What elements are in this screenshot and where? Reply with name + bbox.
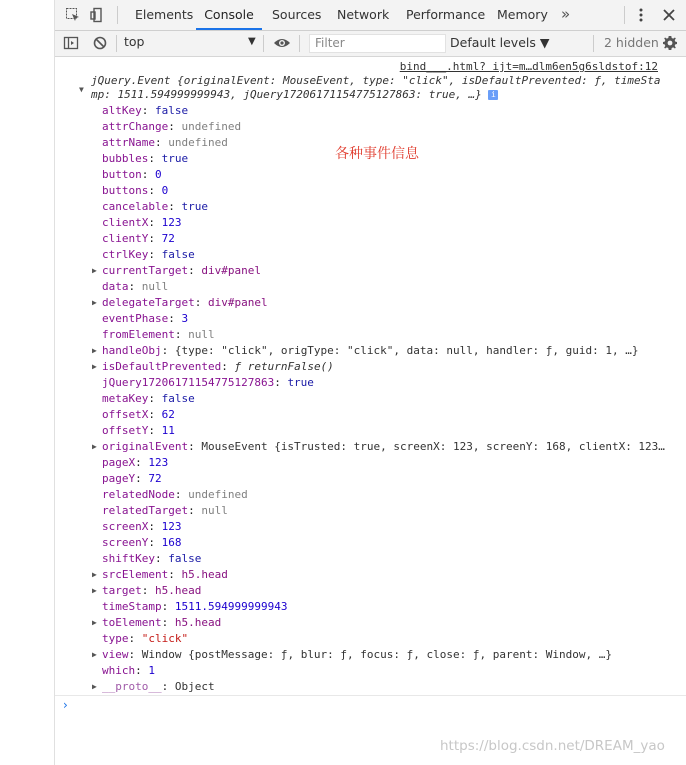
property-key: which <box>102 664 136 677</box>
property-colon: : <box>154 552 169 565</box>
property-value: undefined <box>181 120 242 133</box>
summary-line-2: mp: 1511.594999999943, jQuery17206171154775127863: true, …} <box>91 88 482 101</box>
property-key: clientY <box>102 232 149 245</box>
property-colon: : <box>128 648 142 661</box>
log-levels-dropdown[interactable]: Default levels ▼ <box>450 35 550 50</box>
annotation-label: 各种事件信息 <box>335 146 419 162</box>
expand-triangle-icon[interactable]: ▶ <box>92 570 97 579</box>
tab-network[interactable]: Network <box>337 7 390 22</box>
property-row[interactable] <box>92 647 612 663</box>
property-colon: : <box>188 440 202 453</box>
expand-triangle-icon[interactable]: ▼ <box>79 85 84 94</box>
property-colon: : <box>161 616 175 629</box>
property-value: 123 <box>148 456 169 469</box>
property-row <box>102 279 168 295</box>
property-key: offsetY <box>102 424 149 437</box>
summary-line-1: jQuery.Event {originalEvent: MouseEvent, type: "click", isDefaultPrevented: ƒ, timeSta <box>91 74 661 87</box>
context-dropdown-icon[interactable]: ▼ <box>248 36 256 47</box>
property-colon: : <box>161 344 175 357</box>
property-row <box>102 519 181 535</box>
property-row[interactable] <box>92 359 334 375</box>
more-options-icon[interactable] <box>633 7 649 23</box>
property-key: relatedNode <box>102 488 175 501</box>
context-selector[interactable]: top <box>124 34 145 49</box>
property-value: false <box>168 552 202 565</box>
tab-console[interactable]: Console <box>196 0 262 30</box>
property-key: shiftKey <box>102 552 155 565</box>
property-colon: : <box>141 104 155 117</box>
toolbar-divider <box>593 35 594 52</box>
expand-triangle-icon[interactable]: ▶ <box>92 650 97 659</box>
property-row[interactable] <box>92 295 268 311</box>
property-row <box>102 391 195 407</box>
property-key: delegateTarget <box>102 296 195 309</box>
expand-triangle-icon[interactable]: ▶ <box>92 586 97 595</box>
show-sidebar-icon[interactable] <box>62 34 80 52</box>
property-row <box>102 231 175 247</box>
expand-triangle-icon[interactable]: ▶ <box>92 442 97 451</box>
property-value: h5.head <box>155 584 202 597</box>
hidden-count: 2 hidden <box>604 35 659 50</box>
property-key: pageY <box>102 472 136 485</box>
property-key: eventPhase <box>102 312 169 325</box>
property-colon: : <box>168 312 182 325</box>
property-key: __proto__ <box>102 680 162 693</box>
property-colon: : <box>188 504 202 517</box>
property-colon: : <box>221 360 235 373</box>
property-colon: : <box>174 328 189 341</box>
info-icon[interactable]: i <box>488 90 498 100</box>
property-colon: : <box>135 472 149 485</box>
property-key: button <box>102 168 142 181</box>
property-row <box>102 455 168 471</box>
toolbar-divider <box>117 6 118 24</box>
property-key: timeStamp <box>102 600 162 613</box>
gear-icon[interactable] <box>661 34 679 52</box>
event-object-summary[interactable] <box>91 74 661 102</box>
source-link[interactable]: bind___.html? ijt=m…dlm6en5g6sldstof:12 <box>399 60 658 73</box>
property-value: null <box>201 504 228 517</box>
property-value: undefined <box>168 136 228 149</box>
property-row[interactable] <box>92 439 665 455</box>
property-value: Window {postMessage: ƒ, blur: ƒ, focus: ƒ, close: ƒ, parent: Window, …} <box>141 648 612 661</box>
property-value: 62 <box>161 408 175 421</box>
property-value: 72 <box>148 472 162 485</box>
property-value: h5.head <box>174 616 222 629</box>
device-toolbar-icon[interactable] <box>88 6 106 24</box>
property-value: 168 <box>161 536 182 549</box>
property-row <box>102 327 215 343</box>
property-colon: : <box>148 392 162 405</box>
property-value: true <box>287 376 314 389</box>
property-value: MouseEvent {isTrusted: true, screenX: 123, screenY: 168, clientX: 123… <box>201 440 665 453</box>
property-row <box>102 663 155 679</box>
console-toolbar <box>55 31 686 57</box>
property-colon: : <box>141 168 155 181</box>
toolbar-divider <box>116 35 117 52</box>
property-key: jQuery17206171154775127863 <box>102 376 275 389</box>
property-colon: : <box>135 664 149 677</box>
property-value: div#panel <box>207 296 268 309</box>
property-row <box>102 487 248 503</box>
property-row <box>102 375 314 391</box>
property-colon: : <box>194 296 208 309</box>
property-key: data <box>102 280 129 293</box>
property-colon: : <box>148 216 162 229</box>
filter-input[interactable]: Filter <box>309 34 446 53</box>
property-value: 72 <box>161 232 175 245</box>
property-key: clientX <box>102 216 149 229</box>
property-key: cancelable <box>102 200 169 213</box>
property-colon: : <box>148 232 162 245</box>
property-value: 1 <box>148 664 155 677</box>
property-key: target <box>102 584 142 597</box>
property-row[interactable] <box>92 583 202 599</box>
property-value: false <box>155 104 189 117</box>
property-row <box>102 407 175 423</box>
property-colon: : <box>148 536 162 549</box>
property-value: 123 <box>161 520 182 533</box>
property-value: false <box>161 392 195 405</box>
property-key: bubbles <box>102 152 149 165</box>
property-key: currentTarget <box>102 264 189 277</box>
property-value: 3 <box>181 312 189 325</box>
property-value: 1511.594999999943 <box>174 600 288 613</box>
property-row <box>102 551 201 567</box>
property-row[interactable] <box>92 679 215 695</box>
property-row <box>102 471 162 487</box>
tab-memory[interactable]: Memory <box>497 7 548 22</box>
property-value: undefined <box>188 488 248 501</box>
property-key: altKey <box>102 104 142 117</box>
property-row <box>102 103 188 119</box>
property-value: h5.head <box>181 568 228 581</box>
property-row <box>102 423 175 439</box>
property-row[interactable] <box>92 615 222 631</box>
expand-triangle-icon[interactable]: ▶ <box>92 618 97 627</box>
property-row <box>102 183 168 199</box>
property-key: toElement <box>102 616 162 629</box>
close-icon[interactable] <box>661 7 677 23</box>
property-value: {type: "click", origType: "click", data: null, handler: ƒ, guid: 1, …} <box>174 344 639 357</box>
property-colon: : <box>128 632 142 645</box>
property-colon: : <box>161 680 175 693</box>
property-colon: : <box>168 120 182 133</box>
property-value: false <box>161 248 195 261</box>
property-value: 11 <box>161 424 175 437</box>
property-row <box>102 199 208 215</box>
watermark: https://blog.csdn.net/DREAM_yao <box>440 738 665 754</box>
property-key: isDefaultPrevented <box>102 360 222 373</box>
expand-triangle-icon[interactable]: ▶ <box>92 362 97 371</box>
property-colon: : <box>148 184 162 197</box>
tab-sources[interactable]: Sources <box>272 7 322 22</box>
property-colon: : <box>168 568 182 581</box>
property-row <box>102 311 188 327</box>
property-colon: : <box>174 488 189 501</box>
property-key: originalEvent <box>102 440 189 453</box>
expand-triangle-icon[interactable]: ▶ <box>92 266 97 275</box>
expand-triangle-icon[interactable]: ▶ <box>92 298 97 307</box>
toolbar-divider <box>624 6 625 24</box>
devtools-panel <box>55 0 686 765</box>
tab-performance[interactable]: Performance <box>406 7 486 22</box>
property-row <box>102 151 188 167</box>
property-colon: : <box>135 456 149 469</box>
property-key: offsetX <box>102 408 149 421</box>
property-key: relatedTarget <box>102 504 189 517</box>
expand-triangle-icon[interactable]: ▶ <box>92 346 97 355</box>
property-key: ctrlKey <box>102 248 149 261</box>
property-key: type <box>102 632 129 645</box>
property-row[interactable] <box>92 343 639 359</box>
property-colon: : <box>148 424 162 437</box>
property-row <box>102 247 195 263</box>
eye-icon[interactable] <box>273 34 291 52</box>
property-row <box>102 215 181 231</box>
property-value: Object <box>174 680 215 693</box>
more-tabs-button[interactable]: » <box>561 5 571 23</box>
property-colon: : <box>161 600 175 613</box>
property-value: 123 <box>161 216 182 229</box>
property-value: null <box>141 280 169 293</box>
property-value: true <box>161 152 189 165</box>
property-colon: : <box>141 584 155 597</box>
left-page-gutter <box>0 0 55 765</box>
toolbar-divider <box>299 35 300 52</box>
property-value: 0 <box>155 168 162 181</box>
property-colon: : <box>148 248 162 261</box>
property-row[interactable] <box>92 567 228 583</box>
property-key: metaKey <box>102 392 149 405</box>
property-colon: : <box>148 520 162 533</box>
property-key: pageX <box>102 456 136 469</box>
property-row <box>102 599 287 615</box>
property-key: handleObj <box>102 344 162 357</box>
property-row <box>102 503 228 519</box>
property-row <box>102 631 188 647</box>
property-value: null <box>188 328 215 341</box>
property-row <box>102 167 162 183</box>
expand-triangle-icon[interactable]: ▶ <box>92 682 97 691</box>
property-key: view <box>102 648 129 661</box>
property-row[interactable] <box>92 263 261 279</box>
property-value: div#panel <box>201 264 261 277</box>
property-value: "click" <box>141 632 189 645</box>
tab-elements[interactable]: Elements <box>135 7 194 22</box>
property-key: screenX <box>102 520 149 533</box>
property-row <box>102 135 228 151</box>
property-value: ƒ returnFalse() <box>234 360 334 373</box>
clear-console-icon[interactable] <box>91 34 109 52</box>
property-row <box>102 535 181 551</box>
property-colon: : <box>154 136 169 149</box>
property-colon: : <box>148 408 162 421</box>
property-key: attrName <box>102 136 155 149</box>
property-colon: : <box>148 152 162 165</box>
property-value: true <box>181 200 208 213</box>
property-colon: : <box>168 200 182 213</box>
property-key: screenY <box>102 536 149 549</box>
property-value: 0 <box>161 184 169 197</box>
property-key: srcElement <box>102 568 169 581</box>
property-key: fromElement <box>102 328 175 341</box>
property-row <box>102 119 241 135</box>
property-key: attrChange <box>102 120 169 133</box>
property-key: buttons <box>102 184 149 197</box>
property-colon: : <box>274 376 288 389</box>
inspect-element-icon[interactable] <box>64 6 82 24</box>
toolbar-divider <box>263 35 264 52</box>
prompt-chevron-icon: › <box>63 698 68 712</box>
console-prompt-row[interactable] <box>55 695 686 714</box>
property-colon: : <box>128 280 142 293</box>
property-colon: : <box>188 264 202 277</box>
devtools-tab-bar <box>55 0 686 31</box>
